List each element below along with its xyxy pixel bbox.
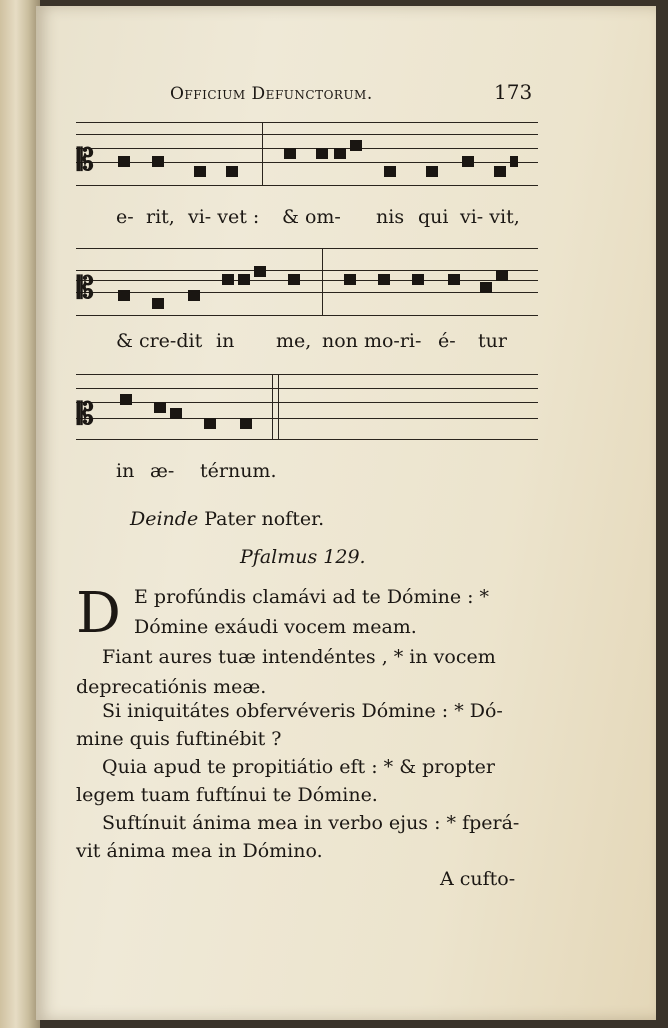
- neume: [480, 282, 492, 293]
- psalm-line: Dómine exáudi vocem meam.: [134, 616, 417, 638]
- psalm-line: vit ánima mea in Dómino.: [76, 840, 323, 862]
- c-clef-icon: 𝄡: [77, 143, 94, 178]
- neume: [378, 274, 390, 285]
- neume: [254, 266, 266, 277]
- neume: [350, 140, 362, 151]
- psalm-line: E profúndis clamávi ad te Dómine : *: [134, 586, 490, 608]
- neume: [188, 290, 200, 301]
- neume: [344, 274, 356, 285]
- psalm-line: deprecatiónis meæ.: [76, 676, 267, 698]
- neume: [222, 274, 234, 285]
- psalm-line: Fiant aures tuæ intendéntes , * in vocem: [102, 646, 496, 668]
- neume: [204, 418, 216, 429]
- psalm-line: mine quis fuftinébit ?: [76, 728, 282, 750]
- running-title: Officium Defunctorum.: [170, 84, 373, 104]
- neume: [426, 166, 438, 177]
- psalm-title: Pfalmus 129.: [240, 546, 366, 568]
- lyric: me,: [276, 330, 312, 352]
- psalm-line: Quia apud te propitiátio eft : * & propter: [102, 756, 495, 778]
- c-clef-icon: 𝄡: [77, 397, 94, 432]
- drop-cap: D: [76, 581, 121, 646]
- left-page-edge: [0, 0, 40, 1028]
- psalm-line: legem tuam fuftínui te Dómine.: [76, 784, 378, 806]
- neume: [462, 156, 474, 167]
- lyric: vi- vet :: [188, 206, 260, 228]
- neume: [194, 166, 206, 177]
- neume: [510, 156, 518, 167]
- lyric: in: [116, 460, 135, 482]
- neume: [238, 274, 250, 285]
- music-staff-1: [76, 122, 538, 186]
- neume: [448, 274, 460, 285]
- lyric: e-: [116, 206, 134, 228]
- lyric: rit,: [146, 206, 175, 228]
- neume: [412, 274, 424, 285]
- lyric: vi- vit,: [460, 206, 520, 228]
- lyric: & om-: [282, 206, 341, 228]
- neume: [226, 166, 238, 177]
- neume: [494, 166, 506, 177]
- lyric: in: [216, 330, 235, 352]
- neume: [384, 166, 396, 177]
- neume: [496, 270, 508, 281]
- lyric: tur: [478, 330, 507, 352]
- neume: [334, 148, 346, 159]
- music-staff-2: [76, 248, 538, 316]
- neume: [288, 274, 300, 285]
- neume: [152, 156, 164, 167]
- lyric: non mo-ri-: [322, 330, 422, 352]
- neume: [152, 298, 164, 309]
- neume: [170, 408, 182, 419]
- rubric-italic: Deinde: [130, 508, 199, 530]
- rubric: [130, 508, 324, 530]
- neume: [154, 402, 166, 413]
- neume: [118, 290, 130, 301]
- lyric: æ-: [150, 460, 175, 482]
- lyric: qui: [418, 206, 449, 228]
- lyric: nis: [376, 206, 405, 228]
- neume: [240, 418, 252, 429]
- neume: [118, 156, 130, 167]
- lyric: é-: [438, 330, 456, 352]
- lyric: & cre-dit: [116, 330, 203, 352]
- music-staff-3: [76, 374, 538, 440]
- rubric-text: Pater nofter.: [204, 508, 325, 530]
- neume: [120, 394, 132, 405]
- neume: [284, 148, 296, 159]
- psalm-line: Si iniquitátes obfervéveris Dómine : * Dó-: [102, 700, 503, 722]
- lyric: térnum.: [200, 460, 277, 482]
- page-number: 173: [494, 80, 533, 104]
- psalm-line: Suftínuit ánima mea in verbo ejus : * fperá-: [102, 812, 520, 834]
- neume: [316, 148, 328, 159]
- catchword: A cufto-: [440, 868, 516, 890]
- c-clef-icon: 𝄡: [77, 271, 94, 306]
